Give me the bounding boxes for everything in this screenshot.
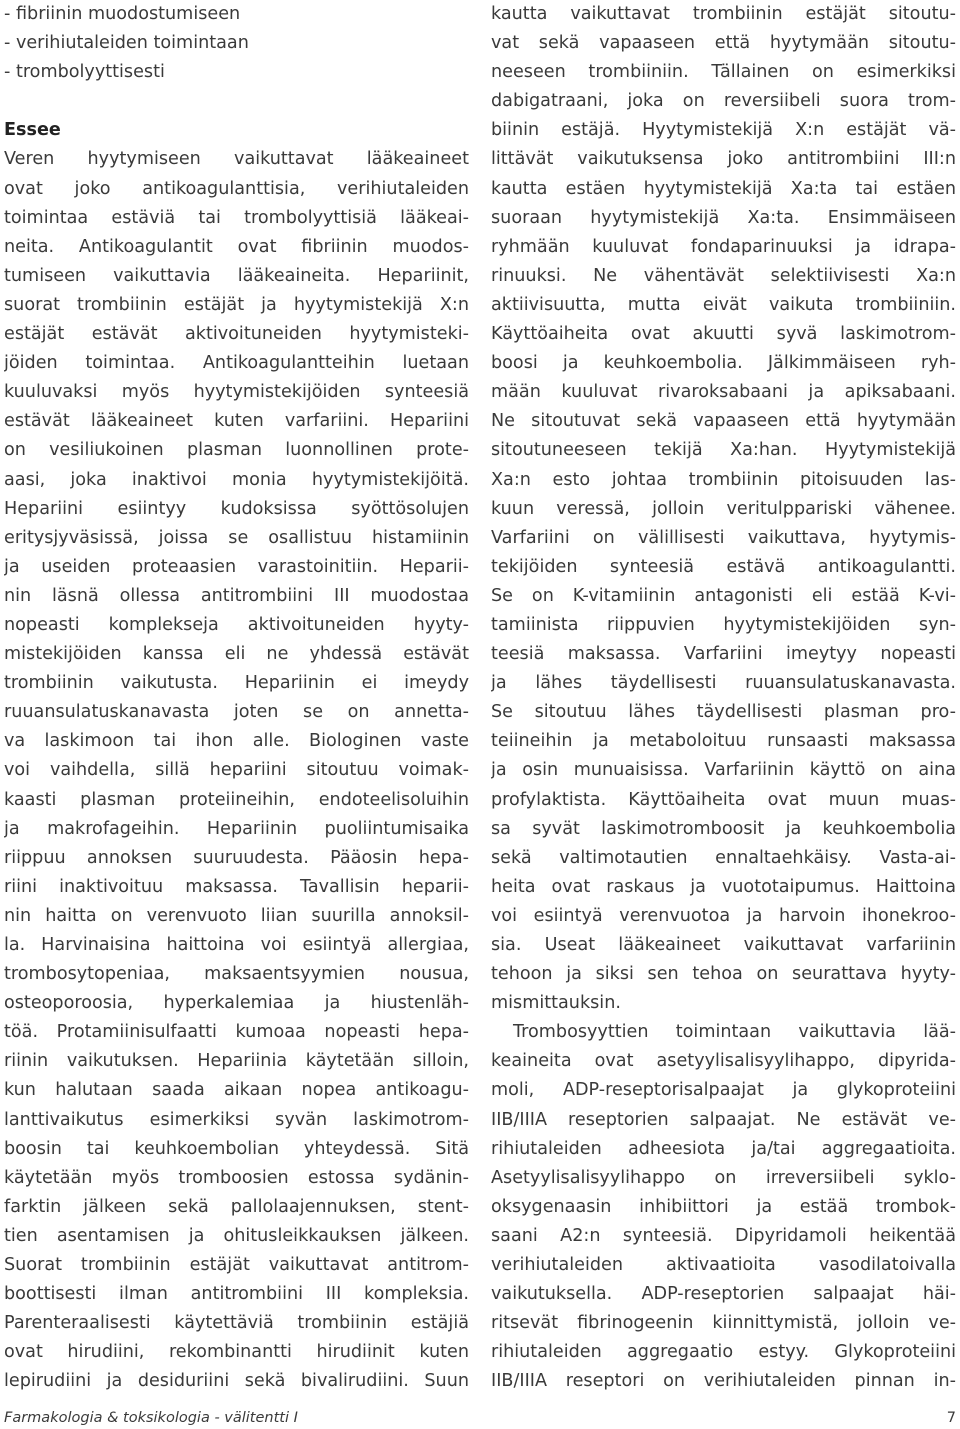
text-line: mismittauksin. (491, 993, 621, 1014)
text-line: riinin vaikutuksen. Hepariinia käytetään silloin, (4, 1051, 469, 1072)
text-line: ja osin munuaisissa. Varfariinin käyttö on aina (491, 760, 956, 781)
text-line: toimintaa estäviä tai trombolyyttisiä lääkeai- (4, 207, 469, 228)
text-line: nopeasti komplekseja aktivoituneiden hyyty- (4, 614, 469, 635)
text-line: kun halutaan saada aikaan nopea antikoagu- (4, 1080, 469, 1101)
text-line: Asetyylisalisyylihappo on irreversiibeli syklo- (491, 1167, 956, 1188)
text-line: Suorat trombiinin estäjät vaikuttavat antitrom- (4, 1255, 469, 1276)
text-line: neeseen trombiiniin. Tällainen on esimerkiksi (491, 62, 956, 83)
text-line: dabigatraani, joka on reversiibeli suora trom- (491, 91, 956, 112)
text-line: kautta vaikuttavat trombiinin estäjät sitoutu- (491, 4, 956, 24)
bullet-item: - verihiutaleiden toimintaan (4, 33, 249, 54)
text-line: boosi ja keuhkoembolia. Jälkimmäiseen ryh- (491, 353, 956, 374)
text-line: kaasti plasman proteiineihin, endoteelisoluihin (4, 789, 469, 810)
text-line: tamiinista riippuvien hyytymistekijöiden syn- (491, 614, 956, 635)
text-line: kuuluvaksi myös hyytymistekijöiden synteesiä (4, 382, 469, 403)
page-number: 7 (946, 1410, 956, 1426)
text-line: tien asentamisen ja ohitusleikkauksen jälkeen. (4, 1225, 469, 1246)
text-line: sitoutuneeseen tekijä Xa:han. Hyytymistekijä (491, 440, 956, 461)
text-line: Hepariini esiintyy kudoksissa syöttösolujen (4, 498, 469, 519)
text-line: rihiutaleiden aggregaatio estyy. Glykoproteiini (491, 1342, 956, 1363)
text-line: mään kuuluvat rivaroksabaani ja apiksabaani. (491, 382, 956, 403)
text-line: IIB/IIIA reseptorien salpaajat. Ne estävät ve- (491, 1109, 956, 1130)
text-line: sia. Useat lääkeaineet vaikuttavat varfariinin (491, 935, 956, 955)
text-line: nin haitta on verenvuoto liian suurilla annoksil- (4, 905, 469, 926)
text-line: va laskimoon tai ihon alle. Biologinen vaste (4, 731, 469, 752)
text-line: suoraan hyytymistekijä Xa:ta. Ensimmäiseen (491, 207, 956, 228)
text-line: on vesiliukoinen plasman luonnollinen prote- (4, 440, 469, 461)
text-line: ja lähes täydellisesti ruuansulatuskanavasta. (491, 673, 956, 694)
text-line: Trombosyyttien toimintaan vaikuttavia lää- (513, 1022, 956, 1043)
text-line: tekijöiden synteesiä estävä antikoagulantti. (491, 556, 956, 577)
page-footer (4, 1407, 956, 1429)
text-line: ja makrofageihin. Hepariinin puoliintumisaika (4, 818, 469, 839)
text-line: boottisesti ilman antitrombiini III kompleksia. (4, 1284, 469, 1305)
text-line: rihiutaleiden adheesiota ja/tai aggregaatioita. (491, 1138, 956, 1159)
right-text-column (491, 0, 956, 1397)
text-line: moli, ADP-reseptorisalpaajat ja glykoproteiini (491, 1080, 956, 1101)
text-line: töä. Protamiinisulfaatti kumoaa nopeasti hepa- (4, 1022, 469, 1043)
text-line: littävät vaikutuksensa joko antitrombiini III:n (491, 149, 956, 170)
text-line: Käyttöaiheita ovat akuutti syvä laskimotrom- (491, 324, 956, 345)
text-line: Se on K-vitamiinin antagonisti eli estää K-vi- (491, 585, 956, 606)
text-line: teiineihin ja metaboloituu runsaasti maksassa (491, 731, 956, 752)
text-line: Veren hyytymiseen vaikuttavat lääkeaineet (4, 149, 469, 170)
text-line: keaineita ovat asetyylisalisyylihappo, dipyrida- (491, 1051, 956, 1072)
text-line: estäjät estävät aktivoituneiden hyytymisteki- (4, 324, 469, 345)
text-line: heita ovat raskaus ja vuototaipumus. Haittoina (491, 876, 956, 897)
text-line: tehoon ja siksi sen tehoa on seurattava hyyty- (491, 964, 956, 985)
text-line: nin läsnä ollessa antitrombiini III muodostaa (4, 585, 469, 606)
text-line: IIB/IIIA reseptori on verihiutaleiden pinnan in- (491, 1371, 956, 1392)
text-line: aasi, joka inaktivoi monia hyytymistekijöitä. (4, 469, 469, 490)
bullet-item: - trombolyyttisesti (4, 62, 165, 83)
text-line: profylaktista. Käyttöaiheita ovat muun muas- (491, 789, 956, 810)
text-line: trombiinin vaikutusta. Hepariinin ei imeydy (4, 673, 469, 694)
text-line: riini inaktivoituu maksassa. Tavallisin heparii- (4, 876, 469, 897)
text-line: teesiä maksassa. Varfariini imeytyy nopeasti (491, 644, 956, 665)
text-line: Varfariini on välillisesti vaikuttava, hyytymis- (491, 527, 956, 548)
text-line: Parenteraalisesti käytettäviä trombiinin estäjiä (4, 1313, 469, 1334)
text-line: ritsevät fibrinogeenin kiinnittymistä, jolloin ve- (491, 1313, 956, 1334)
text-line: neita. Antikoagulantit ovat fibriinin muodos- (4, 236, 469, 257)
text-line: riippuu annoksen suuruudesta. Pääosin hepa- (4, 847, 469, 868)
text-line: sekä valtimotautien ennaltaehkäisy. Vasta-ai- (491, 847, 956, 868)
text-line: kautta estäen hyytymistekijä Xa:ta tai estäen (491, 178, 956, 199)
text-line: jöiden toimintaa. Antikoagulantteihin luetaan (4, 353, 469, 374)
left-text-column (4, 0, 469, 1397)
text-line: Ne sitoutuvat sekä vapaaseen että hyytymään (491, 411, 956, 432)
section-heading: Essee (4, 120, 61, 141)
text-line: lanttivaikutus esimerkiksi syvän laskimotrom- (4, 1109, 469, 1130)
text-line: la. Harvinaisina haittoina voi esiintyä allergiaa, (4, 935, 469, 955)
text-line: saani A2:n synteesiä. Dipyridamoli heikentää (491, 1225, 956, 1246)
text-line: tumiseen vaikuttavia lääkeaineita. Hepariinit, (4, 265, 469, 286)
text-line: osteoporoosia, hyperkalemiaa ja hiustenläh- (4, 993, 469, 1014)
text-line: lepirudiini ja desiduriini sekä bivalirudiini. Suun (4, 1371, 469, 1392)
text-line: ja useiden proteaasien varastoinitiin. Heparii- (4, 556, 469, 577)
text-line: käytetään myös tromboosien estossa sydänin- (4, 1167, 469, 1188)
text-line: ruuansulatuskanavasta joten se on annetta- (4, 702, 469, 723)
text-line: rinuuksi. Ne vähentävät selektiivisesti Xa:n (491, 265, 956, 286)
text-line: estävät lääkeaineet kuten varfariini. Hepariini (4, 411, 469, 432)
text-line: ovat hirudiini, rekombinantti hirudiinit kuten (4, 1342, 469, 1363)
text-line: Se sitoutuu lähes täydellisesti plasman pro- (491, 702, 956, 723)
text-line: Xa:n esto johtaa trombiinin pitoisuuden las- (491, 469, 956, 490)
text-line: voi vaihdella, sillä hepariini sitoutuu voimak- (4, 760, 469, 781)
text-line: vat sekä vapaaseen että hyytymään sitoutu- (491, 33, 956, 54)
bullet-item: - fibriinin muodostumiseen (4, 4, 241, 24)
text-line: trombosytopeniaa, maksaentsyymien nousua, (4, 964, 469, 985)
text-line: mistekijöiden kanssa eli ne yhdessä estävät (4, 644, 469, 665)
footer-title: Farmakologia & toksikologia - välitentti I (4, 1410, 298, 1426)
text-line: oksygenaasin inhibiittori ja estää trombok- (491, 1196, 956, 1217)
text-line: ryhmään kuuluvat fondaparinuuksi ja idrapa- (491, 236, 956, 257)
text-line: aktiivisuutta, mutta eivät vaikuta trombiiniin. (491, 294, 956, 315)
text-line: ovat joko antikoagulanttisia, verihiutaleiden (4, 178, 469, 199)
text-line: voi esiintyä verenvuotoa ja harvoin ihonekroo- (491, 905, 956, 926)
text-line: eritysjyväsissä, joissa se osallistuu histamiinin (4, 527, 469, 548)
text-line: vaikutuksella. ADP-reseptorien salpaajat häi- (491, 1284, 956, 1305)
blank-line (4, 87, 469, 116)
text-line: verihiutaleiden aktivaatioita vasodilatoivalla (491, 1255, 956, 1276)
text-line: sa syvät laskimotromboosit ja keuhkoembolia (491, 818, 956, 839)
text-line: kuun veressä, jolloin veritulppariski vähenee. (491, 498, 956, 519)
text-line: suorat trombiinin estäjät ja hyytymistekijä X:n (4, 294, 469, 315)
text-line: farktin jälkeen sekä pallolaajennuksen, stent- (4, 1196, 469, 1217)
text-line: biinin estäjä. Hyytymistekijä X:n estäjät vä- (491, 120, 956, 141)
text-line: boosin tai keuhkoembolian yhteydessä. Sitä (4, 1138, 469, 1159)
